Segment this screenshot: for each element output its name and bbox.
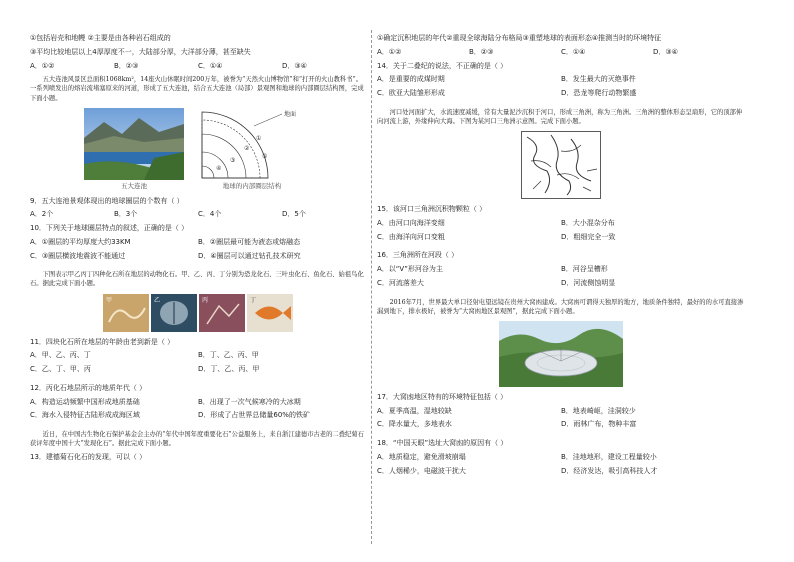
fossil-label-ding: 丁 xyxy=(250,296,257,304)
option-b[interactable]: B．②③ xyxy=(469,47,494,56)
option-b[interactable]: B．发生最大的灭绝事件 xyxy=(561,75,636,84)
lake-photo-caption: 五大连池 xyxy=(121,182,147,191)
option-a[interactable]: A．①② xyxy=(377,47,402,56)
passage-wudalianchi: 五大连池风景区总面积1068km²，14座火山休眠时间200万年，被誉为“天然火山博物馆”和“打开的火山教科书”。一系列喷发出的熔岩流堵塞原来的河道，形成了五大连池，结合五大连池（局部）景观图和地球的内部圈层结构图，完成下面小题。 xyxy=(30,76,364,102)
option-b[interactable]: B．大小混杂分布 xyxy=(561,218,615,227)
q11-options xyxy=(30,351,366,379)
question-14: 14．关于二叠纪的说法，不正确的是（ ） xyxy=(377,61,508,70)
passage-ammonite: 近日，在中国古生物化石保护基金会主办的“年代中国年度重要化石”公益服务上，来自浙江建德市古老的二叠纪菊石获评年度中国十大“发现化石”。据此完成下面小题。 xyxy=(30,431,364,448)
option-b[interactable]: B．丁、乙、丙、甲 xyxy=(198,351,259,360)
option-d[interactable]: D．恐龙等爬行动物繁盛 xyxy=(561,89,637,97)
passage-telescope: 2016年7月，世界最大单口径射电望远镜在贵州大窝凼建成。大窝凼可谓得天独厚的地方，地质条件独特，最好的的水可直接渗漏到地下，排水极好，被誉为“大窝凼地区景观图”，据此完成下面小题。 xyxy=(377,298,744,315)
layer-2-label: ② xyxy=(244,144,250,152)
question-12: 12．丙化石地层所示的地质年代（ ） xyxy=(30,383,147,392)
option-b[interactable]: B．河谷呈槽形 xyxy=(561,265,608,273)
option-c[interactable]: C．乙、丁、甲、丙 xyxy=(30,365,91,373)
question-15: 15．该河口三角洲沉积物颗粒（ ） xyxy=(377,205,487,213)
label-ground: 地面 xyxy=(284,110,297,118)
layer-3-label: ③ xyxy=(230,156,236,164)
layer-5-label: ⑤ xyxy=(262,152,268,160)
layer-4-label: ④ xyxy=(216,164,222,172)
q12-options xyxy=(30,398,366,426)
question-13: 13．建德菊石化石的发现，可以（ ） xyxy=(30,453,147,462)
option-c[interactable]: C．③圈层横波地震波不能通过 xyxy=(30,251,126,260)
telescope-figure xyxy=(377,321,745,387)
q13-statements: ①确定沉积地层的年代②重现全球海陆分布格局③重塑地球的表面形态④推测当时的环境特征 xyxy=(377,34,662,42)
option-d[interactable]: D．5个 xyxy=(282,210,306,219)
option-a[interactable]: A．2个 xyxy=(30,210,54,219)
option-b[interactable]: B．②③ xyxy=(114,61,139,70)
option-b[interactable]: B．出现了一次气候寒冷的大冰期 xyxy=(198,397,301,406)
column-divider xyxy=(371,30,372,544)
option-b[interactable]: B．3个 xyxy=(114,210,138,219)
option-b[interactable]: B．地表崎岖，洼洞较少 xyxy=(561,406,636,415)
option-a[interactable]: A．地质稳定，避免滑坡崩塌 xyxy=(377,452,466,461)
option-a[interactable]: A．夏季高温，湿地较缺 xyxy=(377,406,452,415)
option-a[interactable]: A．甲、乙、丙、丁 xyxy=(30,351,91,360)
question-11: 11．四块化石所在地层的年龄由老到新是（ ） xyxy=(30,337,175,346)
earth-structure-caption: 地球的内部圈层结构 xyxy=(222,182,282,191)
option-a[interactable]: A．构造运动频繁中国形成地质基础 xyxy=(30,397,140,406)
q9-options xyxy=(30,210,366,219)
q8-options xyxy=(30,62,366,71)
q18-options xyxy=(377,453,745,481)
option-d[interactable]: D．③④ xyxy=(282,61,307,70)
fossil-label-yi: 乙 xyxy=(154,296,161,304)
right-column xyxy=(377,34,745,485)
option-c[interactable]: C．人烟稀少，电磁波干扰大 xyxy=(377,466,466,475)
statement-line-2: ③平均比较地层以上4厚厚度不一，大陆部分厚，大洋部分薄，甚至缺失 xyxy=(30,47,251,56)
left-column xyxy=(30,34,366,467)
fossil-strip xyxy=(103,294,293,332)
option-a[interactable]: A．①② xyxy=(30,61,55,70)
option-a[interactable]: A．以“V”形河谷为主 xyxy=(377,265,443,273)
statement-line-1: ①包括岩壳和地幔 ②主要是由各种岩石组成的 xyxy=(30,34,171,42)
q16-options xyxy=(377,265,745,293)
earth-structure-figure xyxy=(192,108,312,191)
q17-options xyxy=(377,407,745,435)
option-a[interactable]: A．是重要的成煤时期 xyxy=(377,75,445,84)
option-c[interactable]: C．由海洋向河口变粗 xyxy=(377,232,445,241)
option-c[interactable]: C．①④ xyxy=(561,47,586,56)
option-c[interactable]: C．河流落差大 xyxy=(377,278,424,287)
q13-options xyxy=(377,48,745,57)
option-c[interactable]: C．4个 xyxy=(198,210,222,219)
q10-options xyxy=(30,238,366,266)
option-c[interactable]: C．降水量大，多地表水 xyxy=(377,420,452,429)
option-b[interactable]: B．洼地地形，建设工程量较小 xyxy=(561,452,657,461)
option-d[interactable]: D．形成了占世界总储量60%的铁矿 xyxy=(198,411,310,420)
fossil-label-jia: 甲 xyxy=(106,296,113,304)
option-b[interactable]: B．②圈层最可能为液态或熔融态 xyxy=(198,237,301,246)
delta-sketch xyxy=(521,131,601,199)
delta-figure xyxy=(377,131,745,199)
option-d[interactable]: D．③④ xyxy=(653,47,678,56)
option-d[interactable]: D．丁、乙、丙、甲 xyxy=(198,365,260,373)
question-9: 9．五大连池景观体现出的地球圈层的个数有（ ） xyxy=(30,196,184,205)
option-c[interactable]: C．海水入侵特征古陆形成成海区域 xyxy=(30,411,140,420)
option-d[interactable]: D．粗细完全一致 xyxy=(561,232,616,241)
passage-delta: 河口处河面扩大，水流速度减缓，常有大量泥沙沉积于河口，形成三角洲，称为三角洲。三角洲的整体形态呈扇形，它的顶部伸向河流上游，外缘伸向大海。下图为某河口三角洲示意图。完成下面小题。 xyxy=(377,108,743,125)
option-c[interactable]: C．①④ xyxy=(198,61,223,70)
question-10: 10．下列关于地球圈层特点的叙述，正确的是（ ） xyxy=(30,224,189,232)
option-a[interactable]: A．由河口向海洋变细 xyxy=(377,218,445,227)
q15-options xyxy=(377,219,745,247)
question-17: 17．大窝凼地区特有的环境特征包括（ ） xyxy=(377,392,508,401)
earth-structure-diagram xyxy=(192,108,312,180)
fossil-label-bing: 丙 xyxy=(202,296,209,304)
telescope-photo xyxy=(499,321,623,387)
q14-options xyxy=(377,75,745,103)
question-16: 16．三角洲所在河段（ ） xyxy=(377,251,459,260)
option-a[interactable]: A．①圈层的平均厚度大约33KM xyxy=(30,237,131,246)
option-d[interactable]: D．④圈层可以通过钻孔技术研究 xyxy=(198,251,301,260)
passage-fossils: 下图表示甲乙丙丁四种化石所在地层的动物化石。甲、乙、丙、丁分别为恐龙化石、三叶虫化石、鱼化石、始祖鸟化石。据此完成下面小题。 xyxy=(30,271,364,288)
layer-1-label: ① xyxy=(256,134,262,142)
question-18: 18．“中国天眼”选址大窝凼的原因有（ ） xyxy=(377,439,508,447)
figure-row-1 xyxy=(30,108,366,191)
lake-photo-figure xyxy=(84,108,184,191)
fossil-images xyxy=(30,294,366,332)
option-d[interactable]: D．经济发达，吸引高科技人才 xyxy=(561,466,658,475)
option-d[interactable]: D．雨林广布，物种丰富 xyxy=(561,420,637,429)
option-c[interactable]: C．欧亚大陆雏形形成 xyxy=(377,89,445,97)
lake-photo xyxy=(84,108,184,180)
option-d[interactable]: D．河流侧蚀明显 xyxy=(561,278,616,287)
